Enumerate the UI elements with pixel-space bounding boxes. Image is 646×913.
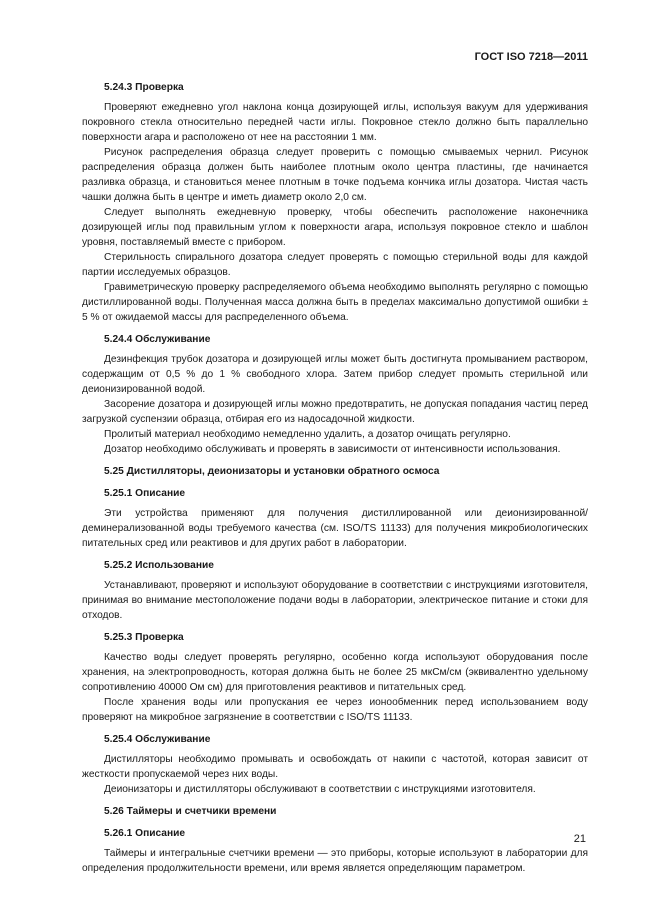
document-body [82,80,588,876]
section-heading: 5.24.3 Проверка [104,82,184,93]
section-heading: 5.26 Таймеры и счетчики времени [104,806,277,817]
paragraph: Проверяют ежедневно угол наклона конца дозирующей иглы, используя вакуум для удерживания покровного стекла относительно передней части иглы. Покровное стекло должно быть параллельно поверхности агара и расположено от нее на расстоянии 1 мм. [82,102,588,143]
paragraph: Дозатор необходимо обслуживать и проверять в зависимости от интенсивности использования. [104,444,561,455]
section-heading: 5.25.2 Использование [104,560,214,571]
paragraph: Качество воды следует проверять регулярно, особенно когда используют оборудования после хранения, на электропроводность, которая должна быть не более 25 мкСм/см (эквивалентно удельному сопротивлению 40000 Ом см) для приготовления реактивов и питательных сред. [82,652,588,693]
paragraph: Таймеры и интегральные счетчики времени — это приборы, которые используют в лаборатории для определения продолжительности времени, или время является определяющим параметром. [82,848,588,874]
standard-designation: ГОСТ ISO 7218—2011 [474,51,588,63]
paragraph: Стерильность спирального дозатора следует проверять с помощью стерильной воды для каждой партии исследуемых образцов. [82,252,588,278]
section-heading: 5.26.1 Описание [104,828,186,839]
paragraph: После хранения воды или пропускания ее через ионообменник перед использованием воду проверяют на микробное загрязнение в соответствии с ISO/TS 11133. [82,697,588,723]
paragraph: Устанавливают, проверяют и используют оборудование в соответствии с инструкциями изготовителя, принимая во внимание местоположение подачи воды в лаборатории, электрическое питание и стоки для отходов. [82,580,588,621]
paragraph: Рисунок распределения образца следует проверить с помощью смываемых чернил. Рисунок распределения образца должен быть наиболее плотным около центра пластины, где начинается разливка образца, и становиться менее плотным в точке подъема кончика иглы дозатора. Чистая часть чашки должна быть в центре и иметь диаметр около 2,0 см. [82,147,588,203]
section-heading: 5.25.1 Описание [104,488,186,499]
paragraph: Эти устройства применяют для получения дистиллированной или деионизированной/деминерализованной воды требуемого качества (см. ISO/TS 11133) для получения микробиологических питательных сред или реактивов и для других работ в лаборатории. [82,508,588,549]
paragraph: Дистилляторы необходимо промывать и освобождать от накипи с частотой, которая зависит от жесткости пропускаемой через них воды. [82,754,588,780]
paragraph: Засорение дозатора и дозирующей иглы можно предотвратить, не допуская попадания частиц перед загрузкой суспензии образца, отбирая его из надосадочной жидкости. [82,399,588,425]
paragraph: Деионизаторы и дистилляторы обслуживают в соответствии с инструкциями изготовителя. [104,784,536,795]
paragraph: Следует выполнять ежедневную проверку, чтобы обеспечить расположение наконечника дозирующей иглы под правильным углом к поверхности агара, используя покровное стекло и шаблон уровня, поставляемый вместе с прибором. [82,207,588,248]
section-heading: 5.24.4 Обслуживание [104,334,211,345]
paragraph: Пролитый материал необходимо немедленно удалить, а дозатор очищать регулярно. [104,429,511,440]
section-heading: 5.25.4 Обслуживание [104,734,211,745]
section-heading: 5.25 Дистилляторы, деионизаторы и установки обратного осмоса [104,466,440,477]
page-number: 21 [573,833,586,845]
section-heading: 5.25.3 Проверка [104,632,184,643]
paragraph: Гравиметрическую проверку распределяемого объема необходимо выполнять регулярно с помощью дистиллированной воды. Полученная масса должна быть в пределах максимально допустимой ошибки ± 5 % от ожидаемой массы для распределенного объема. [82,282,588,323]
paragraph: Дезинфекция трубок дозатора и дозирующей иглы может быть достигнута промыванием раствором, содержащим от 0,5 % до 1 % свободного хлора. Затем прибор следует промыть стерильной или деионизированной водой. [82,354,588,395]
